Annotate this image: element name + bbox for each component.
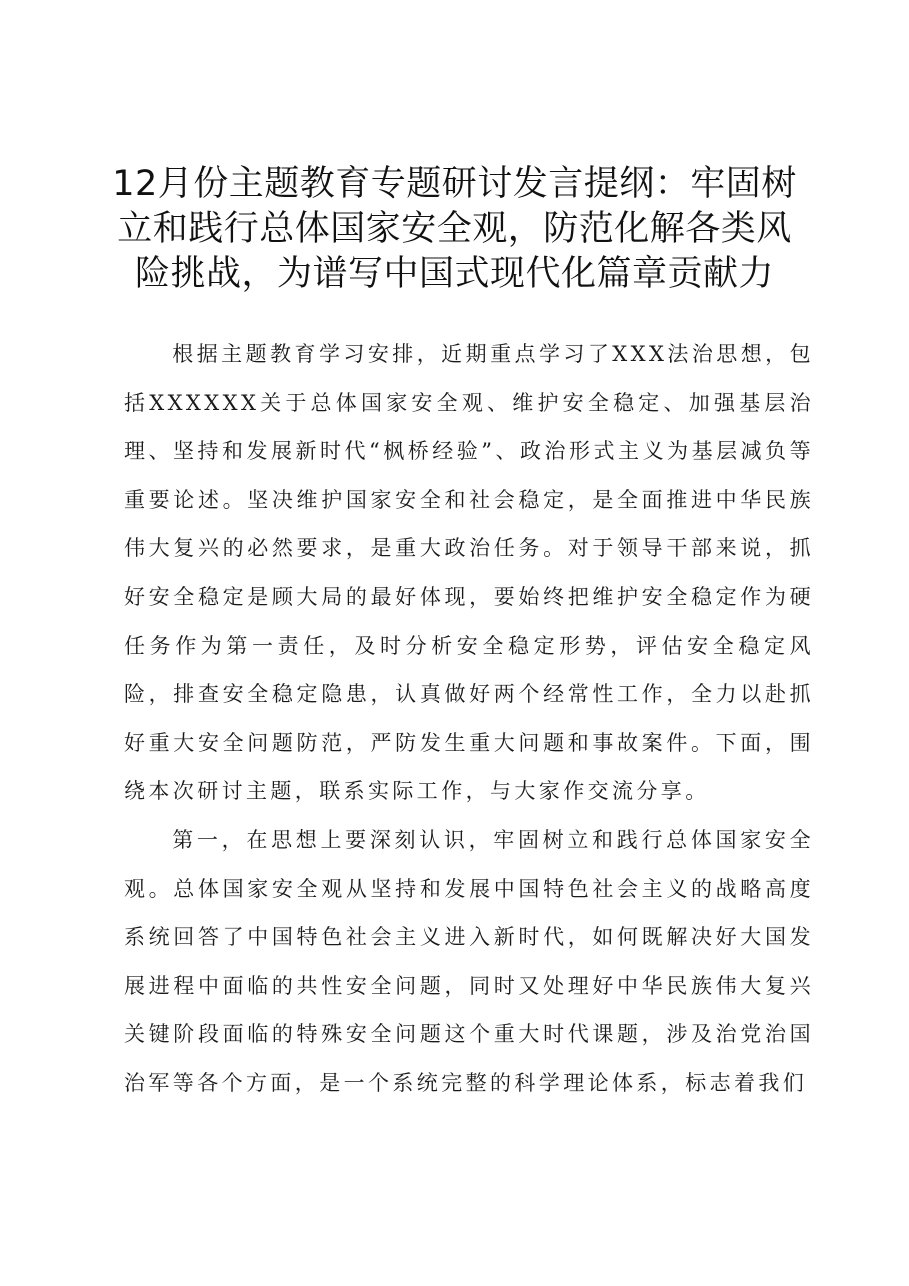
document-title: 12月份主题教育专题研讨发言提纲：牢固树立和践行总体国家安全观，防范化解各类风险挑战，为谱写中国式现代化篇章贡献力: [112, 164, 797, 294]
document-body: [124, 330, 814, 1108]
paragraph-intro: 根据主题教育学习安排，近期重点学习了XXX法治思想，包括XXXXXX关于总体国家安全观、维护安全稳定、加强基层治理、坚持和发展新时代“枫桥经验”、政治形式主义为基层减负等重要论述。坚决维护国家安全和社会稳定，是全面推进中华民族伟大复兴的必然要求，是重大政治任务。对于领导干部来说，抓好安全稳定是顾大局的最好体现，要始终把维护安全稳定作为硬任务作为第一责任，及时分析安全稳定形势，评估安全稳定风险，排查安全稳定隐患，认真做好两个经常性工作，全力以赴抓好重大安全问题防范，严防发生重大问题和事故案件。下面，围绕本次研讨主题，联系实际工作，与大家作交流分享。: [124, 342, 814, 804]
paragraph-first-point: 第一，在思想上要深刻认识，牢固树立和践行总体国家安全观。总体国家安全观从坚持和发展中国特色社会主义的战略高度系统回答了中国特色社会主义进入新时代，如何既解决好大国发展进程中面临的共性安全问题，同时又处理好中华民族伟大复兴关键阶段面临的特殊安全问题这个重大时代课题，涉及治党治国治军等各个方面，是一个系统完整的科学理论体系，标志着我们: [124, 827, 814, 1095]
